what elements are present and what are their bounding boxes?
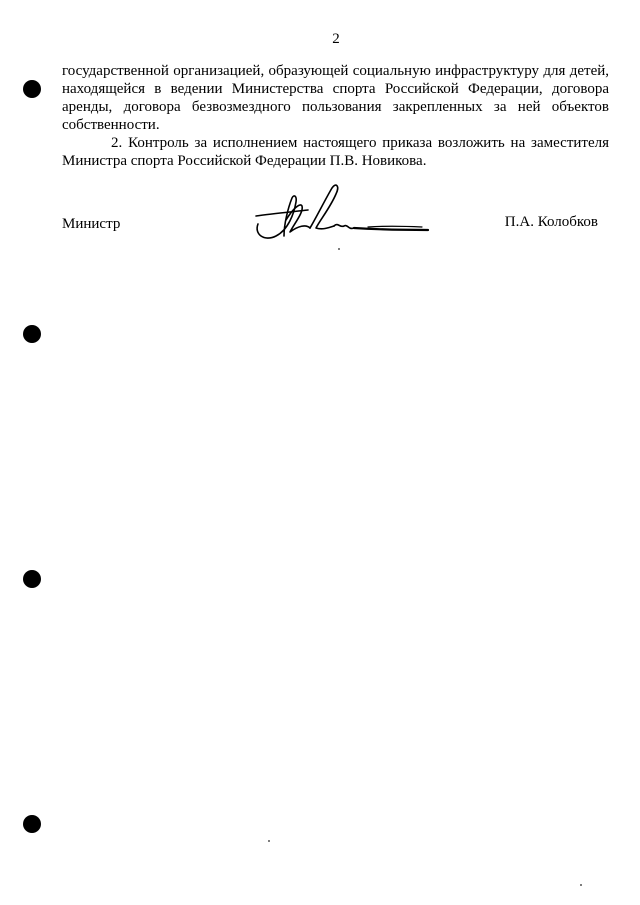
signatory-title: Министр bbox=[62, 216, 121, 232]
handwritten-signature bbox=[250, 180, 430, 246]
document-body bbox=[62, 62, 609, 170]
paragraph-2: 2. Контроль за исполнением настоящего приказа возложить на заместителя Министра спорта Российской Федерации П.В. Новикова. bbox=[62, 135, 609, 169]
punch-hole bbox=[23, 570, 41, 588]
punch-hole bbox=[23, 80, 41, 98]
scan-speck bbox=[338, 248, 340, 250]
paragraph-1: государственной организацией, образующей социальную инфраструктуру для детей, находящейся в ведении Министерства спорта Российской Федерации, договора аренды, договора безвозмездного пользования закрепленных за ней объектов собственности. bbox=[62, 63, 609, 133]
scan-speck bbox=[580, 884, 582, 886]
scan-speck bbox=[268, 840, 270, 842]
punch-hole bbox=[23, 815, 41, 833]
page-number: 2 bbox=[332, 31, 340, 47]
signatory-name: П.А. Колобков bbox=[504, 214, 598, 230]
punch-hole bbox=[23, 325, 41, 343]
